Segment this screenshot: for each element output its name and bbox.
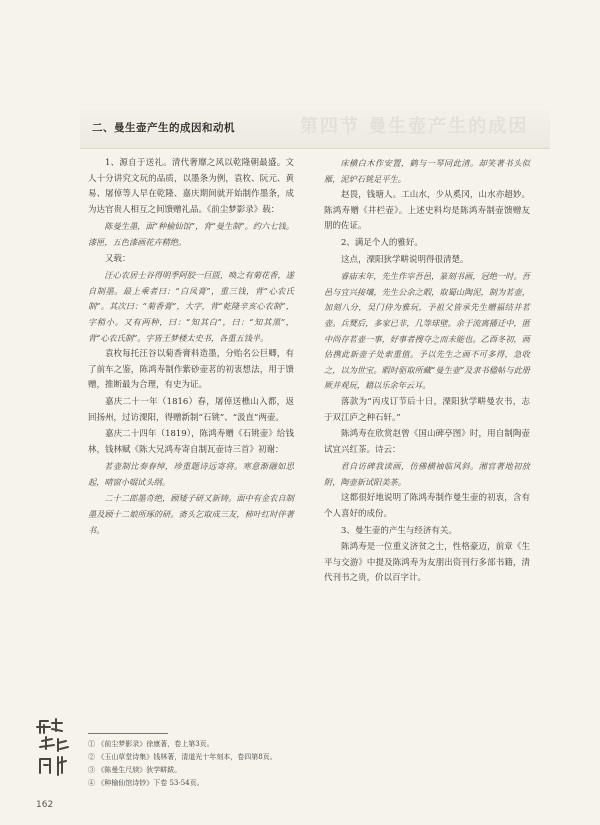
page-number: 162 [36, 800, 54, 810]
left-column [88, 156, 294, 539]
right-column [324, 156, 530, 588]
paragraph: 赵畏，钱塘人。工山水，少从奚冈，山水亦超妙。陈鸿寿赠《井栏壶》。上述史料均是陈鸿寿制壶馈赠友朋的佐证。 [324, 190, 530, 232]
paragraph: 嘉庆二十四年（1819），陈鸿寿赠《石铫壶》给钱林，钱林赋《陈大兄鸿寿寄自制瓦壶诗三首》初谢： [88, 429, 294, 455]
quotation-block: 茗壶制比奏春绰，珍重题诗远寄将。寒意渐融如思起，晴窗小啜试头纲。 [88, 461, 294, 487]
footnote: ④ 《种榆仙馆诗钞》下卷 53-54页。 [88, 779, 204, 787]
header-watermark: 第四节 曼生壶产生的成因 [300, 116, 529, 137]
calligraphy-seal-logo [34, 715, 78, 785]
footnotes [88, 738, 277, 790]
quotation-block: 睿庙末年，先生作宰吾邑，篆刻书画，冠绝一时。吾邑与宜兴接壤，先生公余之暇，取蜀山陶泥，制为茗壶，加刻八分，吴门侍为雅玩，予祖父皆承先生赠福结并茗壶。兵燹后，多家已非，几等球壁。余于流离播迁中，匿中尚存茗壶一事，好事者搜夺之而未能也。乙酉冬初，画估携此新壶子处索重值。予以先生之画不可多得，急收之，以为世宝。暇时驱取所藏“曼生壶”及隶书楹帖与此册厥并观玩，籍以乐余年云耳。 [324, 271, 530, 391]
paragraph: 袁枚每托汪谷以菊香膏料造墨，分贻名公巨卿，有了前车之鉴，陈鸿寿制作紫砂壶茗的初衷想法，用于馈赠，推断最为合理，有史为证。 [88, 349, 294, 391]
footnote-divider [88, 733, 168, 734]
quotation-block: 陈曼生墨，面“种榆仙馆”，背“曼生制”。约六七钱。漆匣，五色漆画花卉精绝。 [88, 221, 294, 247]
quotation-block: 汪心农居士谷得明季阿胶一巨匮，唤之有菊花香，遂自制墨。最上乘者曰：“白凤膏”，重三钱，背“心农氏制”。其次曰：“菊香膏”，大字，背“乾隆辛亥心农制”，字稍小。又有两种，曰：“知其白”，曰：“知其黑”，背“心农氏制”。字皆王梦楼太史书，各重五钱半。 [88, 270, 294, 343]
paragraph: 3、曼生壶的产生与经济有关。 [341, 525, 457, 536]
paragraph: 嘉庆二十一年（1816）春，屠倬送樵山入都，返回扬州，过访溧阳，得赠新制“石铫”、“汲直”两壶。 [88, 396, 294, 423]
paragraph: 陈鸿寿是一位重义济贫之士，性格豪迈，前章《生平与交游》中提及陈鸿寿为友朋出资刊行多部书籍，清代刊书之贵，价以百字计。 [324, 542, 530, 584]
paragraph: 陈鸿寿在欣赏赵曾《国山碑亭图》时，用自制陶壶试宜兴红茶。诗云： [324, 429, 530, 455]
quotation-block: 君自访碑我读画，仿佛横袖临风斜。湘官著地初放附，陶壶新试阳美茶。 [324, 461, 530, 487]
paragraph: 2、满足个人的雅好。 [341, 237, 423, 248]
paragraph: 落款为“丙戌订节后十日，溧阳狄学畊曼农书，志于双江庐之种石轩。” [324, 396, 530, 423]
paragraph: 这点，溧阳狄学畊说明得很清楚。 [341, 254, 469, 265]
footnote: ① 《前尘梦影录》徐康著，卷上第3页。 [88, 740, 214, 748]
quotation-block: 二十二郎墨奇绝，顾矮子研又新铸。面中有金农自制墨及顾十二娘所琢的研。斋头乞取成三友，柿叶红时伴著书。 [88, 493, 294, 535]
footnote: ② 《玉山草堂诗集》钱林著，清道光十年刻本，卷四第8页。 [88, 753, 277, 761]
quotation-block: 床横白木作安置，鹤与一琴同此清。却笑著书头似雁，泥炉石铫足平生。 [324, 158, 530, 184]
paragraph: 1、源自于送礼。清代奢靡之风以乾隆朝最盛。文人十分讲究文玩的品质，以墨条为例，袁枚、阮元、黄易、屠倬等人早在乾隆、嘉庆期间就开始制作墨条，成为达官贵人相互之间馈赠礼品。《前尘梦影录》载： [88, 158, 294, 215]
paragraph: 这都很好地说明了陈鸿寿制作曼生壶的初衷，含有个人喜好的成份。 [324, 493, 530, 520]
footnote: ③ 《陈曼生尺牍》狄学畊跋。 [88, 766, 182, 774]
paragraph: 又载： [105, 253, 131, 264]
section-title: 二、曼生壶产生的成因和动机 [92, 122, 235, 134]
